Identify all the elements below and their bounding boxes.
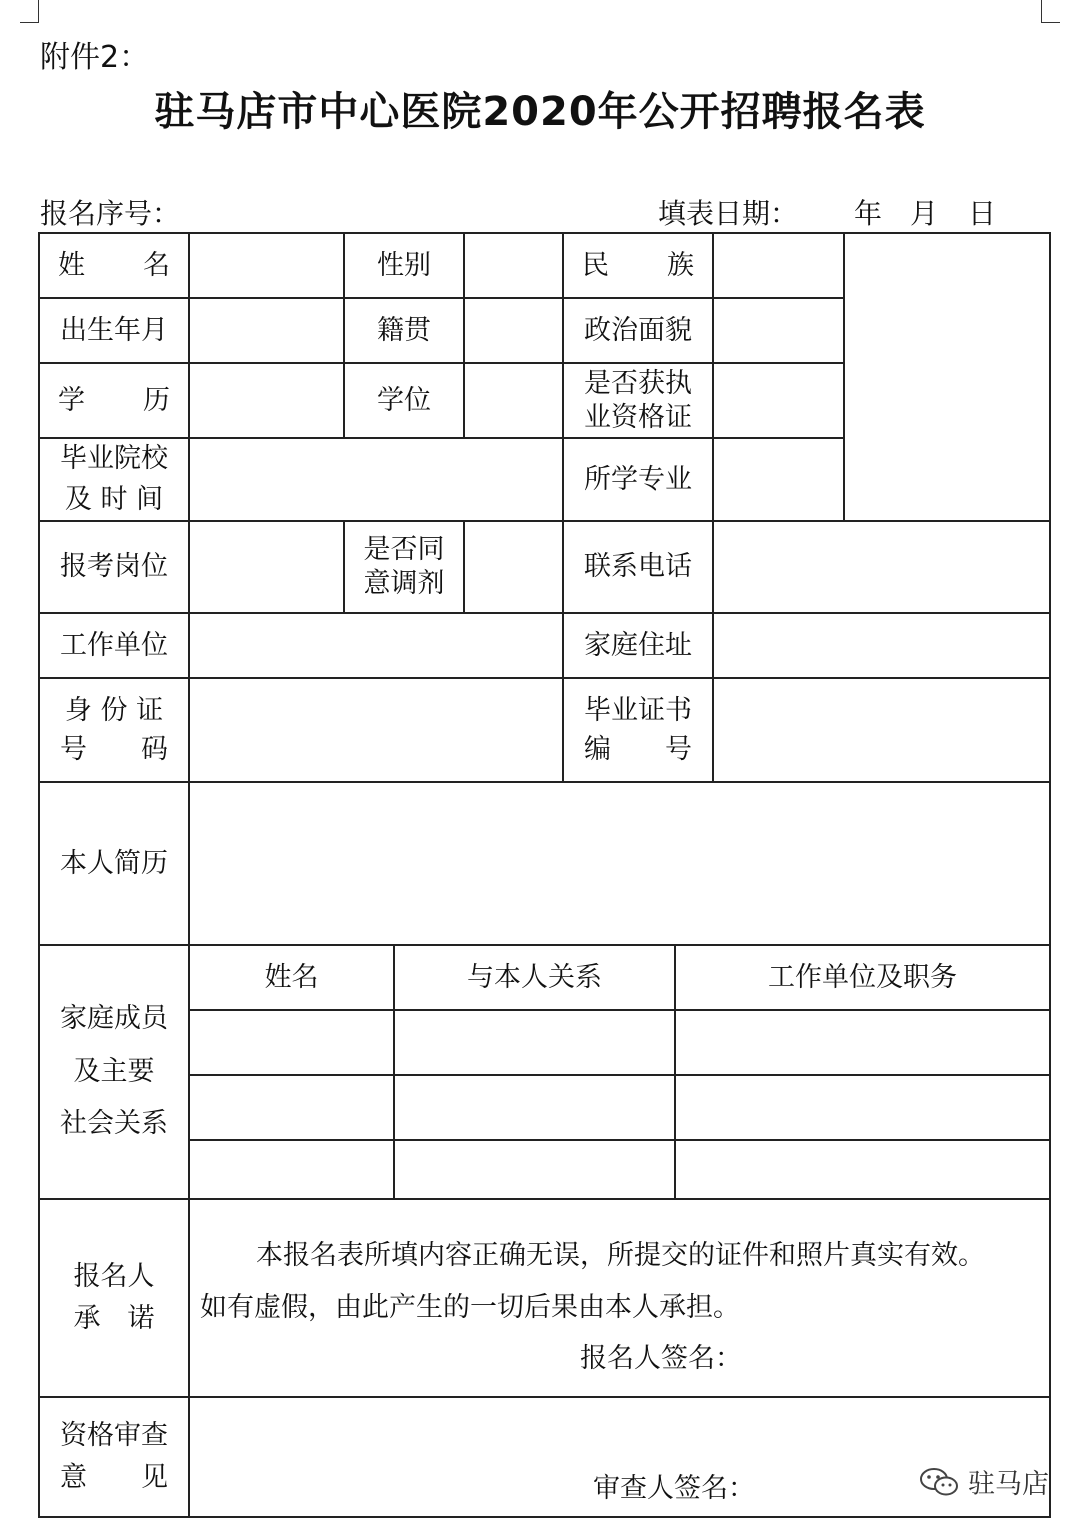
fill-date-day: 日 bbox=[968, 197, 997, 230]
license-label: 是否获执 业资格证 bbox=[584, 367, 692, 433]
family-header-name: 姓名 bbox=[264, 961, 319, 993]
diploma-label: 毕业证书 编 号 bbox=[584, 694, 692, 765]
review-label: 资格审查 意 见 bbox=[60, 1420, 168, 1493]
diploma-field[interactable] bbox=[714, 679, 1049, 781]
employer-label: 工作单位 bbox=[60, 629, 168, 661]
family-label: 家庭成员 及主要 社会关系 bbox=[60, 1003, 168, 1140]
school-field[interactable] bbox=[190, 439, 562, 520]
family-row-2-relation[interactable] bbox=[395, 1076, 674, 1139]
id-card-field[interactable] bbox=[190, 679, 562, 781]
license-field[interactable] bbox=[714, 364, 843, 437]
family-row-1-name[interactable] bbox=[190, 1011, 393, 1074]
resume-label: 本人简历 bbox=[60, 847, 168, 879]
page-corner-mark bbox=[1041, 0, 1060, 23]
political-label: 政治面貌 bbox=[584, 314, 692, 346]
adjust-label: 是否同 意调剂 bbox=[363, 534, 445, 599]
family-row-3-relation[interactable] bbox=[395, 1141, 674, 1198]
adjust-field[interactable] bbox=[465, 522, 562, 612]
family-row-2-employer[interactable] bbox=[676, 1076, 1049, 1139]
id-card-label: 身 份 证 号 码 bbox=[60, 694, 168, 765]
applicant-signature-label: 报名人签名： bbox=[580, 1343, 742, 1374]
reviewer-signature-label: 审查人签名： bbox=[593, 1473, 755, 1504]
fill-date-month: 月 bbox=[910, 197, 939, 230]
family-row-3-name[interactable] bbox=[190, 1141, 393, 1198]
address-field[interactable] bbox=[714, 614, 1049, 677]
family-row-1-employer[interactable] bbox=[676, 1011, 1049, 1074]
native-place-label: 籍贯 bbox=[377, 314, 431, 346]
gender-field[interactable] bbox=[465, 234, 562, 297]
resume-field[interactable] bbox=[190, 783, 1049, 944]
education-label: 学 历 bbox=[58, 384, 170, 416]
degree-field[interactable] bbox=[465, 364, 562, 437]
wechat-icon bbox=[918, 1466, 960, 1498]
position-field[interactable] bbox=[190, 522, 343, 612]
gender-label: 性别 bbox=[377, 249, 431, 281]
phone-label: 联系电话 bbox=[584, 551, 692, 583]
promise-statement-line-1: 本报名表所填内容正确无误，所提交的证件和照片真实有效。 bbox=[256, 1240, 985, 1271]
major-label: 所学专业 bbox=[584, 463, 692, 495]
family-row-1-relation[interactable] bbox=[395, 1011, 674, 1074]
family-header-relation: 与本人关系 bbox=[467, 961, 602, 993]
ethnicity-field[interactable] bbox=[714, 234, 843, 297]
political-field[interactable] bbox=[714, 299, 843, 362]
name-label: 姓 名 bbox=[58, 249, 170, 281]
watermark bbox=[918, 1462, 1049, 1501]
education-field[interactable] bbox=[190, 364, 343, 437]
page-title: 驻马店市中心医院2020年公开招聘报名表 bbox=[154, 89, 926, 135]
employer-field[interactable] bbox=[190, 614, 562, 677]
family-row-3-employer[interactable] bbox=[676, 1141, 1049, 1198]
major-field[interactable] bbox=[714, 439, 843, 520]
native-place-field[interactable] bbox=[465, 299, 562, 362]
birth-field[interactable] bbox=[190, 299, 343, 362]
name-field[interactable] bbox=[190, 234, 343, 297]
annex-label: 附件2： bbox=[40, 40, 150, 75]
birth-label: 出生年月 bbox=[60, 314, 168, 346]
fill-date-label: 填表日期： bbox=[658, 197, 799, 230]
address-label: 家庭住址 bbox=[584, 629, 692, 661]
promise-statement-line-2: 如有虚假，由此产生的一切后果由本人承担。 bbox=[200, 1292, 740, 1323]
degree-label: 学位 bbox=[377, 384, 431, 416]
position-label: 报考岗位 bbox=[60, 551, 168, 583]
ethnicity-label: 民 族 bbox=[582, 249, 694, 281]
page-corner-mark bbox=[20, 0, 39, 23]
school-label: 毕业院校 及 时 间 bbox=[60, 443, 168, 515]
promise-label: 报名人 承 诺 bbox=[73, 1261, 155, 1334]
family-row-2-name[interactable] bbox=[190, 1076, 393, 1139]
promise-statement bbox=[200, 1230, 1040, 1334]
photo-box[interactable] bbox=[845, 234, 1049, 520]
family-header-employer: 工作单位及职务 bbox=[768, 961, 957, 993]
fill-date-year: 年 bbox=[854, 197, 883, 230]
phone-field[interactable] bbox=[714, 522, 1049, 612]
serial-number-label: 报名序号： bbox=[40, 197, 181, 230]
watermark-text: 驻马店 bbox=[968, 1469, 1049, 1500]
